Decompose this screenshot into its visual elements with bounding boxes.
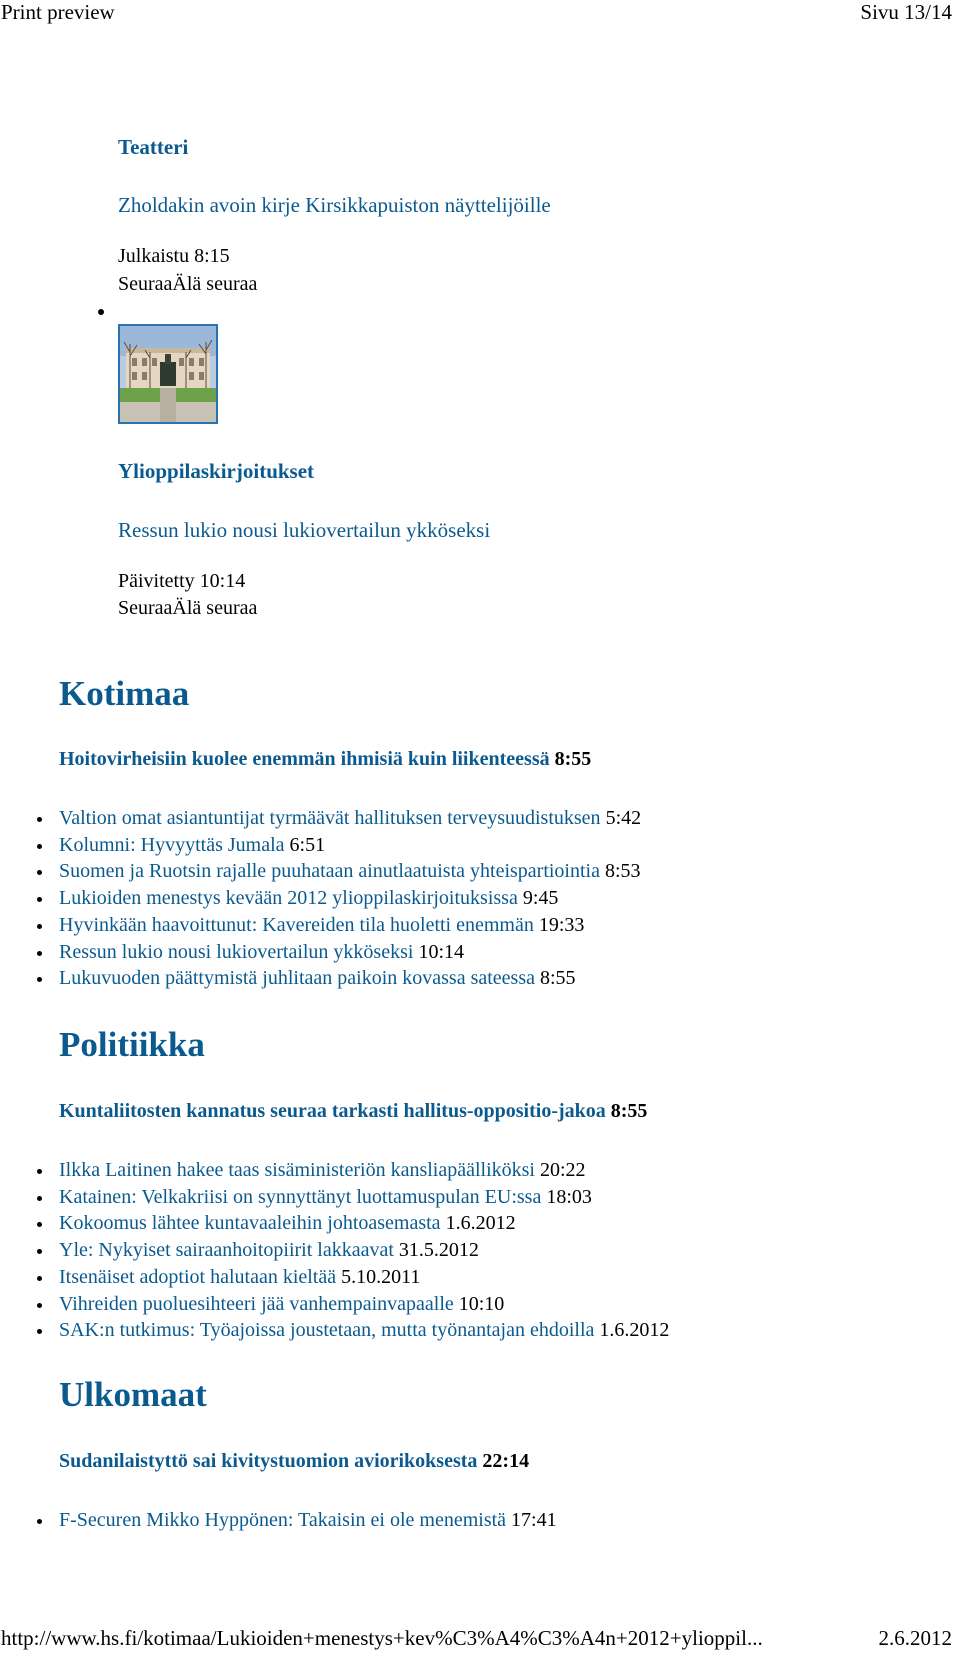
- section-heading-ulkomaat[interactable]: Ulkomaat: [59, 1375, 207, 1414]
- story-link[interactable]: Lukuvuoden päättymistä juhlitaan paikoin kovassa sateessa: [59, 967, 535, 990]
- story-link[interactable]: Lukioiden menestys kevään 2012 ylioppilaskirjoituksissa: [59, 887, 518, 910]
- lead-story-time: 8:55: [554, 748, 592, 770]
- story-link[interactable]: Kolumni: Hyvyyttäs Jumala: [59, 833, 285, 856]
- story-time: 17:41: [511, 1509, 557, 1531]
- lead-story-title[interactable]: Sudanilaistyttö sai kivitystuomion aviorikoksesta: [59, 1450, 478, 1472]
- story-time: 20:22: [539, 1159, 586, 1181]
- story-link[interactable]: Kokoomus lähtee kuntavaaleihin johtoasemasta: [59, 1212, 441, 1235]
- list-item: [59, 1317, 669, 1344]
- story-time: 5:42: [605, 807, 642, 829]
- headline-link[interactable]: Zholdakin avoin kirje Kirsikkapuiston näyttelijöille: [118, 193, 551, 217]
- section-heading-kotimaa[interactable]: Kotimaa: [59, 674, 190, 713]
- published-time: Julkaistu 8:15: [118, 245, 230, 267]
- list-item: [59, 805, 641, 832]
- updated-time: Päivitetty 10:14: [118, 570, 246, 592]
- follow-toggle[interactable]: SeuraaÄlä seuraa: [118, 273, 258, 295]
- kotimaa-story-list: [59, 805, 641, 992]
- list-item: [59, 965, 641, 992]
- story-link[interactable]: Yle: Nykyiset sairaanhoitopiirit lakkaavat: [59, 1239, 394, 1262]
- story-time: 5.10.2011: [341, 1265, 421, 1288]
- list-item: [59, 1291, 669, 1318]
- lead-story-title[interactable]: Kuntaliitosten kannatus seuraa tarkasti hallitus-oppositio-jakoa: [59, 1100, 606, 1122]
- story-link[interactable]: SAK:n tutkimus: Työajoissa joustetaan, mutta työnantajan ehdoilla: [59, 1319, 595, 1342]
- list-item: [59, 1264, 669, 1291]
- story-time: 8:55: [540, 967, 576, 990]
- lead-story: [59, 1450, 529, 1473]
- story-link[interactable]: Katainen: Velkakriisi on synnyttänyt luottamuspulan EU:ssa: [59, 1185, 542, 1208]
- headline-link[interactable]: Ressun lukio nousi lukiovertailun ykköseksi: [118, 518, 491, 542]
- list-item: [59, 1507, 557, 1534]
- list-item: [59, 939, 641, 966]
- list-item: [59, 912, 641, 939]
- list-item: [59, 1157, 669, 1184]
- story-time: 10:10: [458, 1292, 505, 1315]
- category-ylioppilaskirjoitukset[interactable]: Ylioppilaskirjoitukset: [118, 459, 315, 483]
- building-photo-icon: [120, 326, 216, 422]
- story-link[interactable]: Vihreiden puoluesihteeri jää vanhempainvapaalle: [59, 1292, 454, 1315]
- category-teatteri[interactable]: Teatteri: [118, 135, 189, 159]
- list-item: [59, 832, 641, 859]
- section-heading-politiikka[interactable]: Politiikka: [59, 1025, 205, 1064]
- print-date: 2.6.2012: [878, 1626, 952, 1650]
- page-url: http://www.hs.fi/kotimaa/Lukioiden+menestys+kev%C3%A4%C3%A4n+2012+ylioppil...: [1, 1626, 763, 1650]
- list-item: [59, 858, 641, 885]
- story-time: 10:14: [418, 940, 464, 963]
- lead-story: [59, 748, 591, 771]
- story-time: 8:53: [604, 860, 641, 883]
- list-item: [59, 885, 641, 912]
- story-link[interactable]: Ressun lukio nousi lukiovertailun ykköseksi: [59, 940, 414, 963]
- print-preview-label: Print preview: [1, 0, 115, 24]
- follow-toggle[interactable]: SeuraaÄlä seuraa: [118, 597, 258, 619]
- story-time: 19:33: [538, 913, 585, 936]
- politiikka-story-list: [59, 1157, 669, 1344]
- story-link[interactable]: Itsenäiset adoptiot halutaan kieltää: [59, 1265, 337, 1288]
- story-time: 1.6.2012: [599, 1319, 670, 1342]
- story-time: 9:45: [522, 887, 559, 910]
- lead-story-time: 8:55: [610, 1100, 648, 1122]
- lead-story-title[interactable]: Hoitovirheisiin kuolee enemmän ihmisiä kuin liikenteessä: [59, 748, 550, 770]
- story-link[interactable]: Valtion omat asiantuntijat tyrmäävät hallituksen terveysuudistuksen: [59, 807, 601, 829]
- list-item: [59, 1184, 669, 1211]
- list-item: [59, 1237, 669, 1264]
- list-bullet: [98, 309, 104, 315]
- story-time: 18:03: [546, 1185, 592, 1208]
- story-link[interactable]: Hyvinkään haavoittunut: Kavereiden tila huoletti enemmän: [59, 913, 534, 936]
- ulkomaat-story-list: [59, 1507, 557, 1534]
- story-time: 31.5.2012: [398, 1239, 479, 1262]
- article-thumbnail[interactable]: [118, 324, 218, 424]
- story-link[interactable]: Ilkka Laitinen hakee taas sisäministeriön kansliapäälliköksi: [59, 1159, 535, 1181]
- lead-story: [59, 1100, 647, 1123]
- lead-story-time: 22:14: [482, 1450, 530, 1472]
- list-item: [59, 1210, 669, 1237]
- story-time: 6:51: [289, 833, 326, 856]
- story-link[interactable]: Suomen ja Ruotsin rajalle puuhataan ainutlaatuista yhteispartiointia: [59, 860, 600, 883]
- story-link[interactable]: F-Securen Mikko Hyppönen: Takaisin ei ole menemistä: [59, 1509, 507, 1531]
- story-time: 1.6.2012: [445, 1212, 516, 1235]
- page-number: Sivu 13/14: [860, 0, 952, 24]
